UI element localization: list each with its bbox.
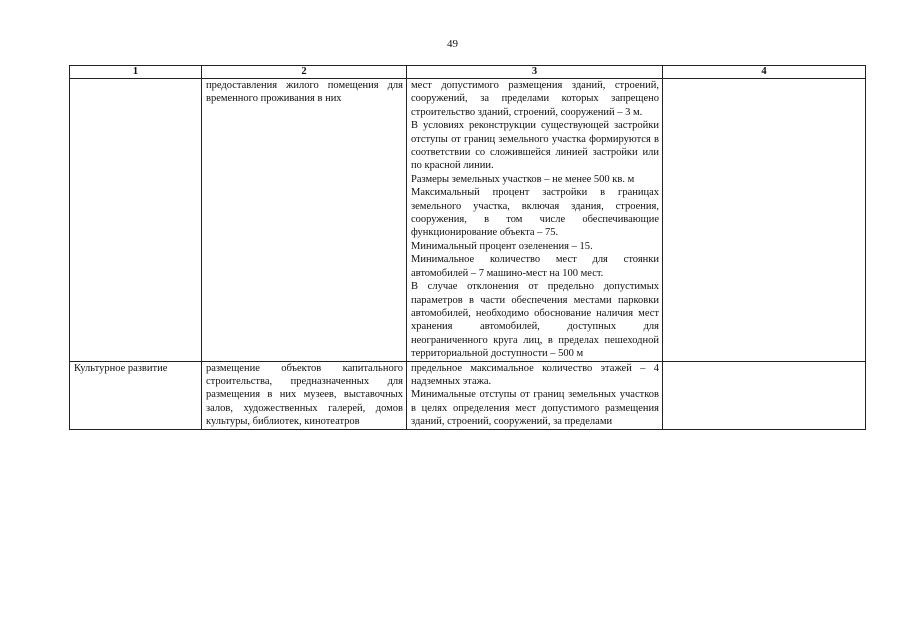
row-1-description-text: предоставления жилого помещения для временного проживания в них — [206, 80, 403, 105]
row-1-parameters — [407, 79, 663, 362]
row-1-use-type — [70, 79, 202, 362]
row-1-param-6: Минимальное количество мест для стоянки автомобилей – 7 машино-мест на 100 мест. — [411, 254, 659, 279]
row-2-parameters — [407, 361, 663, 429]
row-2-param-1: предельное максимальное количество этажей – 4 надземных этажа. — [411, 362, 659, 387]
row-2-description — [202, 361, 407, 429]
page-number: 49 — [447, 38, 458, 50]
column-header-2: 2 — [202, 66, 407, 79]
row-1-description — [202, 79, 407, 362]
table-row — [70, 361, 866, 429]
row-1-param-5: Минимальный процент озеленения – 15. — [411, 240, 593, 252]
regulations-table — [69, 65, 866, 430]
row-2-column-4 — [663, 361, 866, 429]
row-1-param-4: Максимальный процент застройки в границах земельного участка, включая здания, строения, сооружения, в том числе обеспечивающие функционирование объекта – 75. — [411, 187, 659, 239]
column-header-1: 1 — [70, 66, 202, 79]
row-1-param-3: Размеры земельных участков – не менее 500 кв. м — [411, 173, 635, 185]
column-header-3: 3 — [407, 66, 663, 79]
table-row — [70, 79, 866, 362]
table-header-row — [70, 66, 866, 79]
row-2-param-2: Минимальные отступы от границ земельных участков в целях определения мест допустимого размещения зданий, строений, сооружений, за пределами — [411, 389, 659, 428]
row-1-column-4 — [663, 79, 866, 362]
row-1-param-7: В случае отклонения от предельно допустимых параметров в части обеспечения местами парковки автомобилей, необходимо обоснование наличия мест хранения автомобилей, доступных для неограниченного круга лиц, в пределах пешеходной территориальной доступности – 500 м — [411, 281, 659, 360]
row-2-description-text: размещение объектов капитального строительства, предназначенных для размещения в них музеев, выставочных залов, художественных галерей, домов культуры, библиотек, кинотеатров — [206, 362, 403, 428]
row-1-param-1: мест допустимого размещения зданий, строений, сооружений, за пределами которых запрещено строительство зданий, строений, сооружений – 3 м. — [411, 80, 659, 118]
column-header-4: 4 — [663, 66, 866, 79]
row-2-use-type: Культурное развитие — [70, 361, 202, 429]
row-1-param-2: В условиях реконструкции существующей застройки отступы от границ земельного участка формируются в соответствии со сложившейся линией застройки или по красной линии. — [411, 120, 659, 172]
